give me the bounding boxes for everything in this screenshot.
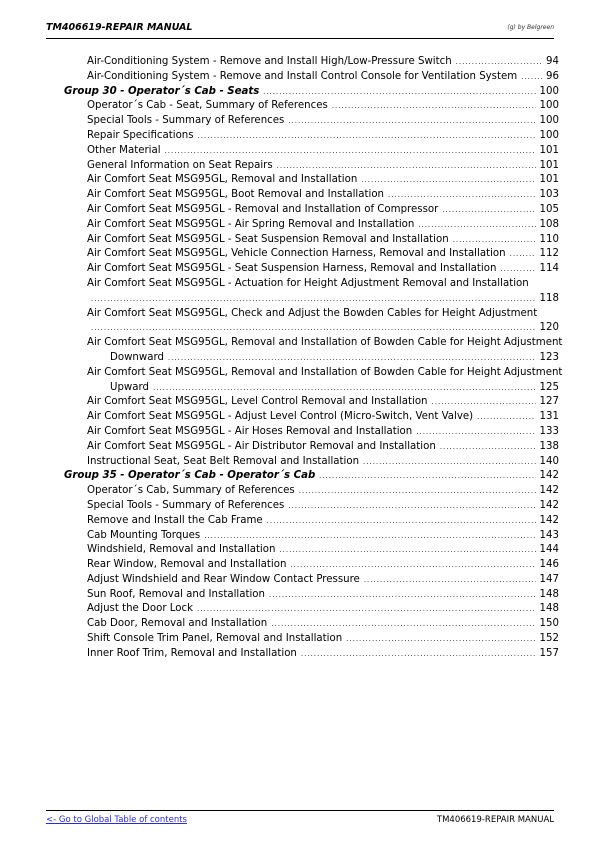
toc-page-number: 100 [539, 100, 559, 112]
toc-entry[interactable] [64, 55, 559, 70]
toc-page-number: 100 [539, 85, 559, 97]
toc-entry-title: Air Comfort Seat MSG95GL - Removal and Installation of Compressor [87, 203, 439, 215]
toc-page-number: 101 [539, 159, 559, 171]
toc-entry[interactable] [64, 70, 559, 85]
manual-title: TM406619-REPAIR MANUAL [46, 22, 193, 33]
toc-entry-title: Inner Roof Trim, Removal and Installation [87, 647, 297, 659]
toc-entry-title: Special Tools - Summary of References [87, 115, 285, 127]
toc-page-number: 142 [539, 499, 559, 511]
toc-entry-title: Operator´s Cab - Seat, Summary of References [87, 100, 328, 112]
toc-entry-title: Remove and Install the Cab Frame [87, 514, 263, 526]
dot-leader [168, 351, 536, 366]
toc-entry-title: Air-Conditioning System - Remove and Install Control Console for Ventilation System [87, 70, 518, 82]
toc-page-number: 101 [539, 174, 559, 186]
dot-leader [418, 218, 535, 233]
toc-page-number: 142 [539, 470, 559, 482]
toc-entry-title: General Information on Seat Repairs [87, 159, 273, 171]
toc-entry-title: Air Comfort Seat MSG95GL - Air Hoses Removal and Installation [87, 425, 413, 437]
toc-group-heading[interactable] [64, 469, 559, 484]
toc-page-number: 131 [539, 411, 559, 423]
footer-manual-title: TM406619-REPAIR MANUAL [436, 815, 554, 825]
toc-entry-title: Shift Console Trim Panel, Removal and Installation [87, 633, 343, 645]
toc-page-number: 144 [539, 544, 559, 556]
toc-entry[interactable] [64, 366, 563, 396]
dot-leader [153, 381, 536, 396]
toc-entry[interactable] [64, 218, 559, 233]
toc-entry[interactable] [64, 336, 563, 366]
toc-entry[interactable] [64, 247, 559, 262]
toc-entry-title: Air-Conditioning System - Remove and Install High/Low-Pressure Switch [87, 56, 452, 67]
toc-entry[interactable] [64, 617, 559, 632]
toc-page-number: 108 [539, 218, 559, 230]
toc-page-number: 105 [539, 203, 559, 215]
dot-leader [91, 292, 536, 307]
toc-entry[interactable] [64, 543, 559, 558]
toc-page-number: 148 [539, 588, 559, 600]
dot-leader [279, 543, 535, 558]
toc-entry-title: Other Material [87, 144, 161, 156]
toc-page-number: 110 [539, 233, 559, 245]
toc-entry[interactable] [64, 455, 559, 470]
toc-page-number: 101 [539, 144, 559, 156]
toc-entry-title: Air Comfort Seat MSG95GL, Vehicle Connection Harness, Removal and Installation [87, 248, 506, 260]
toc-entry-title: Air Comfort Seat MSG95GL, Removal and Installation of Bowden Cable for Height Adjustment [87, 366, 563, 378]
toc-entry-title: Cab Mounting Torques [87, 529, 201, 541]
page-header [46, 22, 554, 39]
dot-leader [290, 558, 535, 573]
toc-entry[interactable] [64, 410, 559, 425]
toc-entry[interactable] [64, 99, 559, 114]
toc-group-title: Group 30 - Operator´s Cab - Seats [64, 85, 260, 97]
toc-entry-title: Sun Roof, Removal and Installation [87, 588, 265, 600]
toc-entry-title: Operator´s Cab, Summary of References [87, 485, 295, 497]
dot-leader [277, 159, 536, 174]
toc-entry[interactable] [64, 203, 559, 218]
dot-leader [165, 144, 536, 159]
toc-entry[interactable] [64, 233, 559, 248]
toc-entry-title: Special Tools - Summary of References [87, 499, 285, 511]
toc-group-title: Group 35 - Operator´s Cab - Operator´s Cab [64, 470, 316, 482]
global-toc-link[interactable]: <- Go to Global Table of contents [46, 815, 187, 825]
toc-page-number: 157 [539, 647, 559, 659]
dot-leader [288, 499, 535, 514]
toc-entry-title: Air Comfort Seat MSG95GL, Removal and Installation [87, 174, 358, 186]
dot-leader [442, 203, 535, 218]
toc-entry-title: Air Comfort Seat MSG95GL, Removal and Installation of Bowden Cable for Height Adjustment [87, 337, 563, 349]
toc-entry-title: Air Comfort Seat MSG95GL - Air Distributor Removal and Installation [87, 440, 436, 452]
toc-entry[interactable] [64, 395, 559, 410]
dot-leader [521, 70, 542, 85]
toc-entry[interactable] [64, 647, 559, 662]
toc-page-number: 114 [539, 263, 559, 275]
dot-leader [500, 262, 535, 277]
dot-leader [263, 85, 535, 100]
toc-entry[interactable] [64, 425, 559, 440]
toc-entry[interactable] [64, 588, 559, 603]
toc-entry[interactable] [64, 558, 559, 573]
toc-entry-title: Instructional Seat, Seat Belt Removal and Installation [87, 455, 360, 467]
toc-group-heading[interactable] [64, 85, 559, 100]
toc-entry-title: Windshield, Removal and Installation [87, 544, 276, 556]
brand-note: (g) by Belgreen [507, 24, 554, 31]
dot-leader [364, 573, 536, 588]
dot-leader [363, 455, 536, 470]
dot-leader [91, 321, 536, 336]
dot-leader [332, 99, 536, 114]
dot-leader [288, 114, 535, 129]
toc-page-number: 100 [539, 115, 559, 127]
toc-page-number: 142 [539, 485, 559, 497]
toc-page-number: 148 [539, 603, 559, 615]
toc-entry[interactable] [64, 499, 559, 514]
toc-page-number: 143 [539, 529, 559, 541]
page-footer [46, 810, 554, 828]
dot-leader [510, 247, 536, 262]
toc-entry-title: Air Comfort Seat MSG95GL - Seat Suspension Removal and Installation [87, 233, 449, 245]
toc-page-number: 127 [539, 396, 559, 408]
toc-page-number: 150 [539, 618, 559, 630]
toc-entry-title: Air Comfort Seat MSG95GL - Adjust Level Control (Micro-Switch, Vent Valve) [87, 411, 474, 423]
toc-entry-continuation: Downward [110, 351, 164, 363]
toc-page-number: 94 [546, 56, 559, 67]
toc-entry[interactable] [64, 188, 559, 203]
dot-leader [198, 129, 536, 144]
toc-page-number: 152 [539, 633, 559, 645]
toc-entry[interactable] [64, 173, 559, 188]
toc-entry[interactable] [64, 277, 559, 307]
toc-entry-title: Air Comfort Seat MSG95GL - Seat Suspension Harness, Removal and Installation [87, 263, 497, 275]
dot-leader [453, 233, 536, 248]
toc-page-number: 123 [539, 351, 559, 363]
toc-entry[interactable] [64, 307, 559, 337]
dot-leader [432, 395, 536, 410]
toc-entry-title: Air Comfort Seat MSG95GL, Level Control Removal and Installation [87, 396, 428, 408]
dot-leader [388, 188, 536, 203]
toc-page-number: 118 [539, 292, 559, 304]
toc-page-number: 120 [539, 322, 559, 334]
dot-leader [346, 632, 535, 647]
dot-leader [204, 529, 535, 544]
toc-entry-title: Repair Specifications [87, 129, 194, 141]
toc-entry-title: Cab Door, Removal and Installation [87, 618, 268, 630]
dot-leader [319, 469, 535, 484]
toc-entry[interactable] [64, 529, 559, 544]
dot-leader [361, 173, 535, 188]
toc-page-number: 146 [539, 559, 559, 571]
toc-entry-title: Adjust the Door Lock [87, 603, 194, 615]
toc-page-number: 133 [539, 425, 559, 437]
toc-entry[interactable] [64, 159, 559, 174]
toc-entry-continuation: Upward [110, 381, 149, 393]
dot-leader [440, 440, 536, 455]
toc-page-number: 96 [546, 70, 559, 82]
toc-entry-title: Air Comfort Seat MSG95GL, Check and Adjust the Bowden Cables for Height Adjustment [87, 307, 538, 319]
toc-entry-title: Adjust Windshield and Rear Window Contact Pressure [87, 573, 360, 585]
dot-leader [456, 55, 542, 70]
dot-leader [477, 410, 535, 425]
dot-leader [416, 425, 535, 440]
toc-entry[interactable] [64, 514, 559, 529]
toc-page-number: 142 [539, 514, 559, 526]
toc-entry[interactable] [64, 262, 559, 277]
dot-leader [267, 514, 536, 529]
dot-leader [301, 647, 536, 662]
toc-entry[interactable] [64, 129, 559, 144]
toc-page-number: 125 [539, 381, 559, 393]
toc-page-number: 147 [539, 573, 559, 585]
toc-entry[interactable] [64, 632, 559, 647]
toc-entry[interactable] [64, 573, 559, 588]
dot-leader [197, 602, 536, 617]
toc-page-number: 140 [539, 455, 559, 467]
toc-entry[interactable] [64, 484, 559, 499]
toc-entry[interactable] [64, 440, 559, 455]
table-of-contents [64, 55, 563, 662]
dot-leader [269, 588, 536, 603]
toc-entry[interactable] [64, 602, 559, 617]
toc-entry-title: Air Comfort Seat MSG95GL - Actuation for Height Adjustment Removal and Installation [87, 277, 529, 289]
dot-leader [299, 484, 536, 499]
toc-page-number: 112 [539, 248, 559, 260]
toc-entry[interactable] [64, 144, 559, 159]
dot-leader [271, 617, 535, 632]
toc-page-number: 100 [539, 129, 559, 141]
toc-entry-title: Air Comfort Seat MSG95GL - Air Spring Removal and Installation [87, 218, 415, 230]
toc-entry[interactable] [64, 114, 559, 129]
toc-entry-title: Rear Window, Removal and Installation [87, 559, 287, 571]
toc-page-number: 138 [539, 440, 559, 452]
toc-page-number: 103 [539, 189, 559, 201]
toc-entry-title: Air Comfort Seat MSG95GL, Boot Removal and Installation [87, 189, 385, 201]
